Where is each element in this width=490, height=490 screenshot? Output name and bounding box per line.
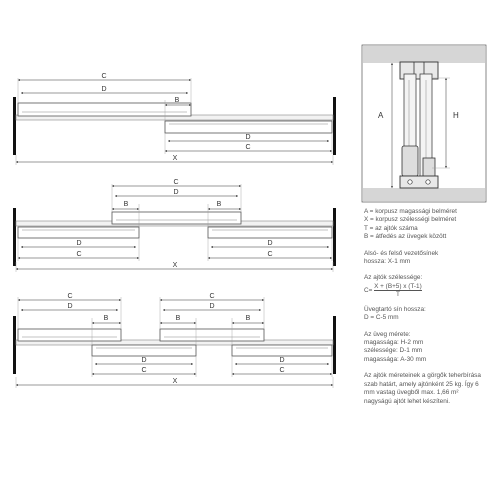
bottom-track [400, 176, 438, 188]
formula-numerator: X + (B+5) x (T-1) [374, 282, 422, 290]
dim-c-label: C [245, 144, 251, 151]
rail-note-line2: hossza: X-1 mm [364, 258, 411, 266]
rail-length-note [364, 250, 486, 267]
dim-b-label: B [216, 201, 222, 208]
dim-d-label: D [245, 134, 251, 141]
right-wall [333, 208, 336, 266]
profile-length-note [364, 306, 486, 323]
door-front-left [18, 329, 121, 341]
capacity-text: Az ajtók méreteinek a görgők teherbírása szab határt, amely ajtónként 25 kg. Így 6 mm vastag üvegből max. 1,66 m² nagyságú ajtót lehet készíteni. [364, 372, 481, 405]
dim-c-label: C [76, 251, 82, 258]
right-wall [333, 316, 336, 374]
dim-b-label: B [245, 315, 251, 322]
dim-x-label: X [172, 155, 178, 162]
dim-a-label: A [378, 111, 384, 120]
left-wall [13, 316, 16, 374]
dim-d-label: D [101, 86, 107, 93]
dim-d-label: D [67, 303, 73, 310]
door-front-right [160, 329, 264, 341]
dim-x-label: X [172, 378, 178, 385]
dim-d-label: D [209, 303, 215, 310]
dim-h-label: H [453, 111, 459, 120]
door-back-right [208, 227, 332, 238]
dim-x-label: X [172, 262, 178, 269]
formula-prefix: C= [364, 287, 373, 295]
dim-c-label: C [209, 293, 215, 300]
legend-x: X = korpusz szélességi belméret [364, 216, 457, 224]
capacity-note [364, 372, 486, 406]
door-back-right [232, 345, 332, 356]
dim-c-label: C [173, 179, 179, 186]
glass-height: magassága: H-2 mm [364, 339, 424, 347]
floor-panel [363, 188, 485, 201]
left-wall [13, 208, 16, 266]
legend-block [364, 208, 486, 242]
legend-a: A = korpusz magassági belméret [364, 208, 457, 215]
rail-note-line1: Alsó- és felső vezetősínek [364, 249, 439, 257]
dim-b-label: B [174, 97, 180, 104]
dim-d-label: D [267, 240, 273, 247]
profile-note-line1: Üvegtartó sín hossza: [364, 305, 426, 313]
four-door-plan [13, 293, 336, 388]
dim-d-label: D [279, 357, 285, 364]
dim-b-label: B [103, 315, 109, 322]
ceiling-panel [363, 46, 485, 63]
dim-d-label: D [173, 189, 179, 196]
profile-note-line2: D = C-5 mm [364, 314, 399, 322]
door-back [165, 121, 332, 133]
legend-b: B = átfedés az üvegek között [364, 233, 447, 241]
dim-c-label: C [279, 367, 285, 374]
door-width-formula [364, 274, 486, 297]
right-wall [333, 97, 336, 155]
formula-fraction [374, 283, 422, 298]
dim-c-label: C [141, 367, 147, 374]
formula-notes [364, 208, 486, 414]
dim-c-label: C [267, 251, 273, 258]
legend-t: T = az ajtók száma [364, 224, 418, 232]
door-back-left [18, 227, 139, 238]
two-door-plan [13, 73, 336, 165]
bottom-roller [402, 146, 418, 176]
glass-width: szélessége: D-1 mm [364, 347, 423, 355]
dim-c-label: C [101, 73, 107, 80]
door-front [112, 212, 241, 224]
dim-c-label: C [67, 293, 73, 300]
three-door-plan [13, 179, 336, 272]
formula-denominator: T [395, 290, 400, 298]
door-back-left [92, 345, 196, 356]
dim-b-label: B [123, 201, 129, 208]
door-width-title: Az ajtók szélessége: [364, 274, 423, 282]
dim-b-label: B [175, 315, 181, 322]
dim-d-label: D [76, 240, 82, 247]
glass-title: Az üveg mérete: [364, 330, 411, 338]
left-wall [13, 97, 16, 155]
glass-size-note [364, 331, 486, 365]
dim-d-label: D [141, 357, 147, 364]
vertical-section [362, 45, 486, 202]
glass-height2: magassága: A-30 mm [364, 355, 427, 363]
